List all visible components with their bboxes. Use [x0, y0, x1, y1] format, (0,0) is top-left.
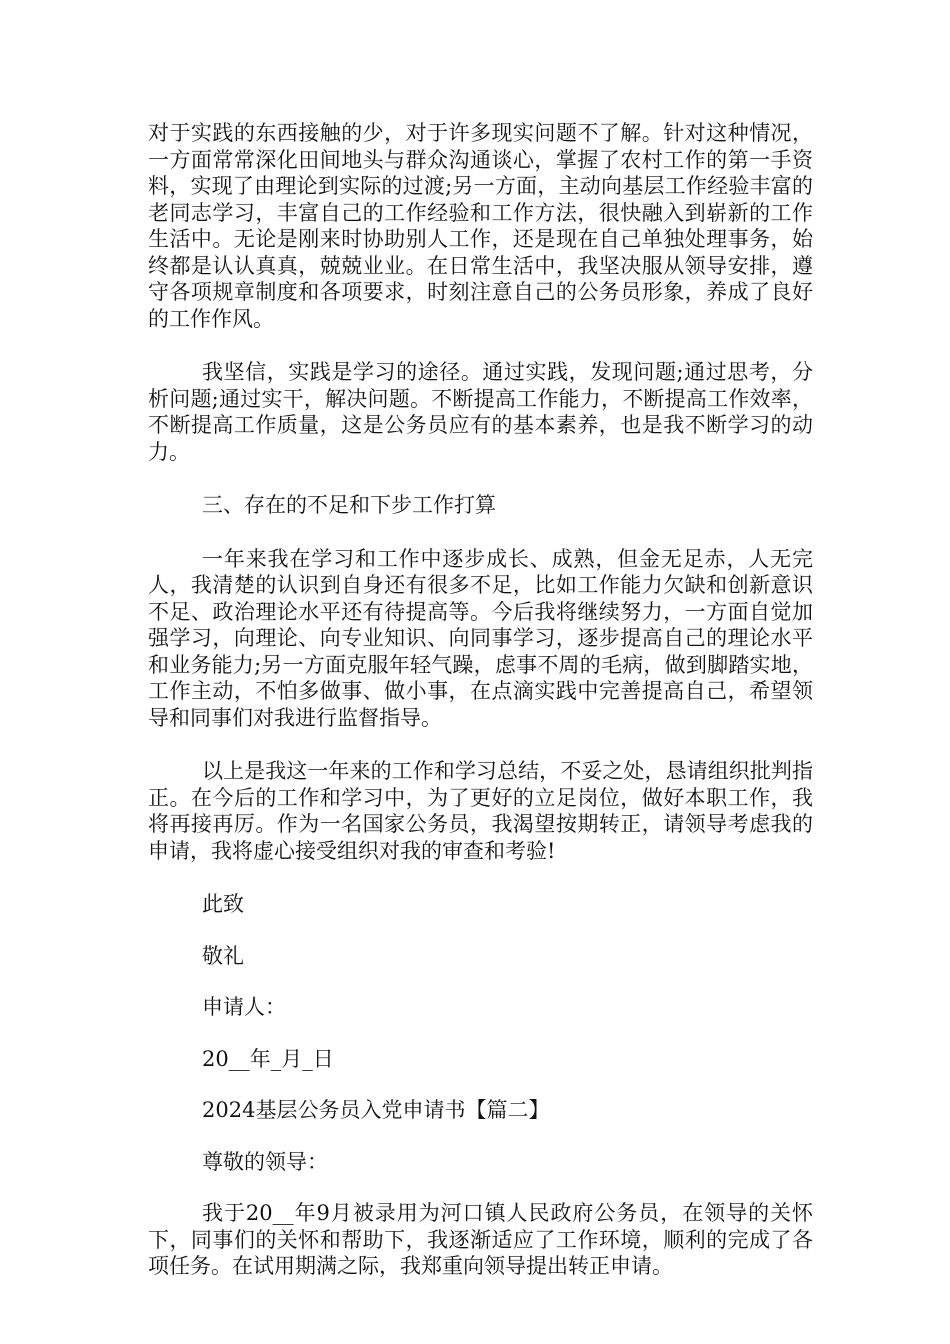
date-line: 20__年_月_日	[202, 1046, 334, 1071]
section-heading-shortcomings: 三、存在的不足和下步工作打算	[202, 493, 496, 517]
closing-regards: 敬礼	[202, 943, 244, 968]
document-page	[148, 120, 813, 1307]
paragraph-employment-intro: 我于20__年9月被录用为河口镇人民政府公务员，在领导的关怀下，同事们的关怀和帮助下，我逐渐适应了工作环境，顺利的完成了各项任务。在试用期满之际，我郑重向领导提出转正申请。	[148, 1201, 813, 1278]
applicant-label: 申请人：	[202, 995, 286, 1019]
greeting-line: 尊敬的领导：	[202, 1149, 328, 1174]
paragraph-summary-request: 以上是我这一年来的工作和学习总结，不妥之处，恳请组织批判指正。在今后的工作和学习中，为了更好的立足岗位，做好本职工作，我将再接再厉。作为一名国家公务员，我渴望按期转正，请领导考虑我的申请，我将虚心接受组织对我的审查和考验!	[148, 759, 813, 863]
closing-salutation: 此致	[202, 892, 244, 916]
document-title-part-two: 2024基层公务员入党申请书【篇二】	[202, 1098, 550, 1122]
paragraph-shortcomings-plans: 一年来我在学习和工作中逐步成长、成熟，但金无足赤，人无完人，我清楚的认识到自身还有很多不足，比如工作能力欠缺和创新意识不足、政治理论水平还有待提高等。今后我将继续努力，一方面自觉加强学习，向理论、向专业知识、向同事学习，逐步提高自己的理论水平和业务能力;另一方面克服年轻气躁，虑事不周的毛病，做到脚踏实地，工作主动，不怕多做事、做小事，在点滴实践中完善提高自己，希望领导和同事们对我进行监督指导。	[148, 546, 813, 730]
paragraph-practice-experience: 对于实践的东西接触的少，对于许多现实问题不了解。针对这种情况，一方面常常深化田间地头与群众沟通谈心，掌握了农村工作的第一手资料，实现了由理论到实际的过渡;另一方面，主动向基层工作经验丰富的老同志学习，丰富自己的工作经验和工作方法，很快融入到崭新的工作生活中。无论是刚来时协助别人工作，还是现在自己单独处理事务，始终都是认认真真，兢兢业业。在日常生活中，我坚决服从领导安排，遵守各项规章制度和各项要求，时刻注意自己的公务员形象，养成了良好的工作作风。	[148, 121, 813, 331]
paragraph-belief-in-practice: 我坚信，实践是学习的途径。通过实践，发现问题;通过思考，分析问题;通过实干，解决问题。不断提高工作能力，不断提高工作效率，不断提高工作质量，这是公务员应有的基本素养，也是我不断学习的动力。	[148, 360, 813, 464]
